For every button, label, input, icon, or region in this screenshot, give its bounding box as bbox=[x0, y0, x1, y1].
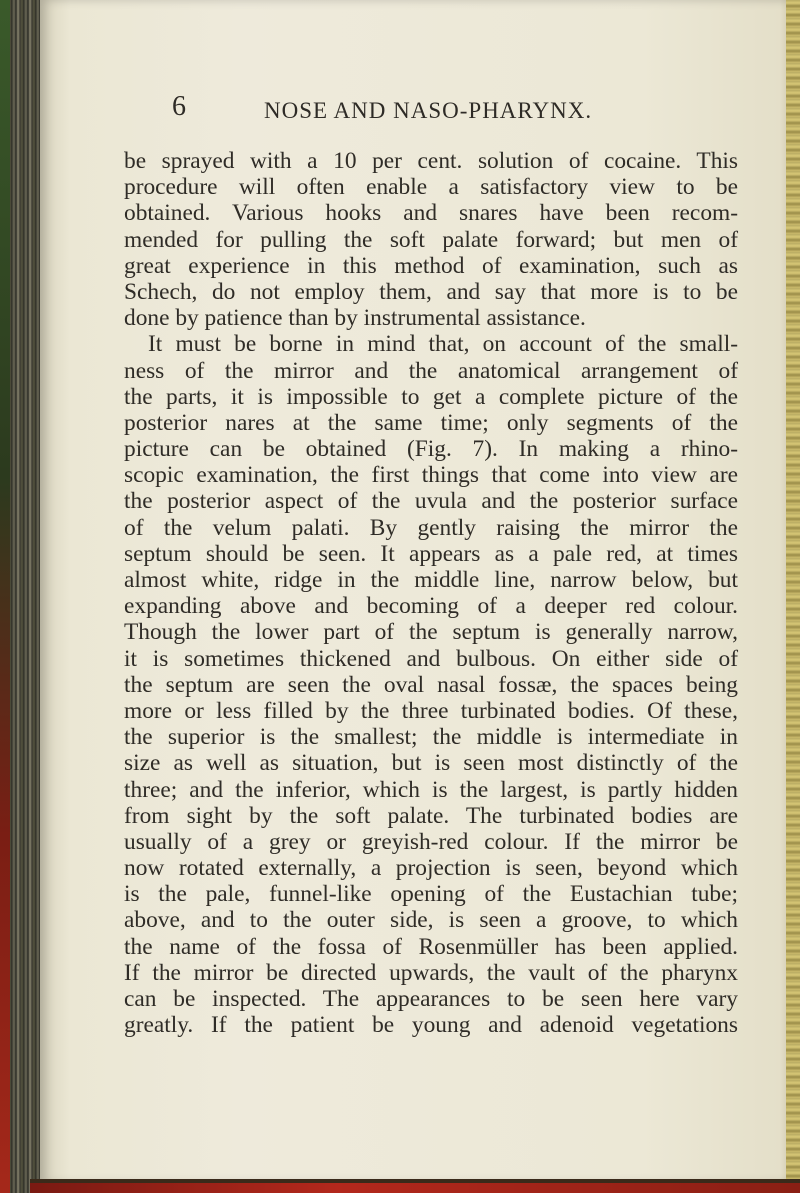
text-line: the septum are seen the oval nasal fossæ, the spaces being bbox=[124, 671, 738, 698]
page-number: 6 bbox=[172, 91, 186, 122]
text-line: picture can be obtained (Fig. 7). In making a rhino- bbox=[124, 436, 738, 463]
text-line: almost white, ridge in the middle line, narrow below, but bbox=[124, 567, 738, 593]
text-line: above, and to the outer side, is seen a groove, to which bbox=[124, 907, 738, 934]
text-line: from sight by the soft palate. The turbinated bodies are bbox=[124, 802, 738, 829]
text-line: more or less filled by the three turbinated bodies. Of these, bbox=[124, 697, 738, 724]
text-line: Schech, do not employ them, and say that more is to be bbox=[124, 278, 738, 305]
text-line: size as well as situation, but is seen most distinctly of the bbox=[124, 750, 738, 777]
text-line: posterior nares at the same time; only segments of the bbox=[124, 409, 738, 436]
text-line: procedure will often enable a satisfactory view to be bbox=[124, 174, 738, 201]
text-line: can be inspected. The appearances to be seen here vary bbox=[124, 986, 738, 1012]
text-line: great experience in this method of examination, such as bbox=[124, 252, 738, 279]
binding-edge bbox=[0, 0, 10, 1193]
text-line: be sprayed with a 10 per cent. solution of cocaine. This bbox=[124, 148, 738, 174]
text-line: the name of the fossa of Rosenmüller has been applied. bbox=[124, 933, 738, 960]
running-head: NOSE AND NASO-PHARYNX. bbox=[264, 98, 593, 123]
text-line: Though the lower part of the septum is generally narrow, bbox=[124, 619, 738, 646]
text-line: ness of the mirror and the anatomical arrangement of bbox=[124, 357, 738, 384]
text-line: usually of a grey or greyish-red colour. If the mirror be bbox=[124, 828, 738, 855]
text-line: done by patience than by instrumental assistance. bbox=[124, 305, 586, 332]
text-line: septum should be seen. It appears as a pale red, at times bbox=[124, 540, 738, 567]
text-line: the superior is the smallest; the middle is intermediate in bbox=[124, 724, 738, 751]
text-line: is the pale, funnel-like opening of the Eustachian tube; bbox=[124, 881, 738, 908]
text-line: the parts, it is impossible to get a complete picture of the bbox=[124, 383, 738, 410]
text-line: If the mirror be directed upwards, the vault of the pharynx bbox=[124, 959, 738, 986]
text-line: the posterior aspect of the uvula and the posterior surface bbox=[124, 488, 738, 515]
text-line: three; and the inferior, which is the largest, is partly hidden bbox=[124, 776, 738, 803]
text-line: It must be borne in mind that, on account of the small- bbox=[148, 331, 738, 358]
text-line: mended for pulling the soft palate forward; but men of bbox=[124, 226, 738, 253]
text-line: it is sometimes thickened and bulbous. On either side of bbox=[124, 645, 738, 672]
page-bottom-edge bbox=[30, 1179, 800, 1193]
text-line: now rotated externally, a projection is seen, beyond which bbox=[124, 855, 738, 882]
text-line: expanding above and becoming of a deeper red colour. bbox=[124, 593, 738, 620]
body-text bbox=[124, 148, 738, 1038]
text-line: greatly. If the patient be young and adenoid vegetations bbox=[124, 1012, 738, 1039]
text-line: obtained. Various hooks and snares have been recom- bbox=[124, 200, 738, 227]
text-line: scopic examination, the first things that come into view are bbox=[124, 462, 738, 489]
page-fore-edge bbox=[786, 0, 800, 1193]
text-line: of the velum palati. By gently raising the mirror the bbox=[124, 514, 738, 541]
page-header bbox=[132, 92, 712, 128]
